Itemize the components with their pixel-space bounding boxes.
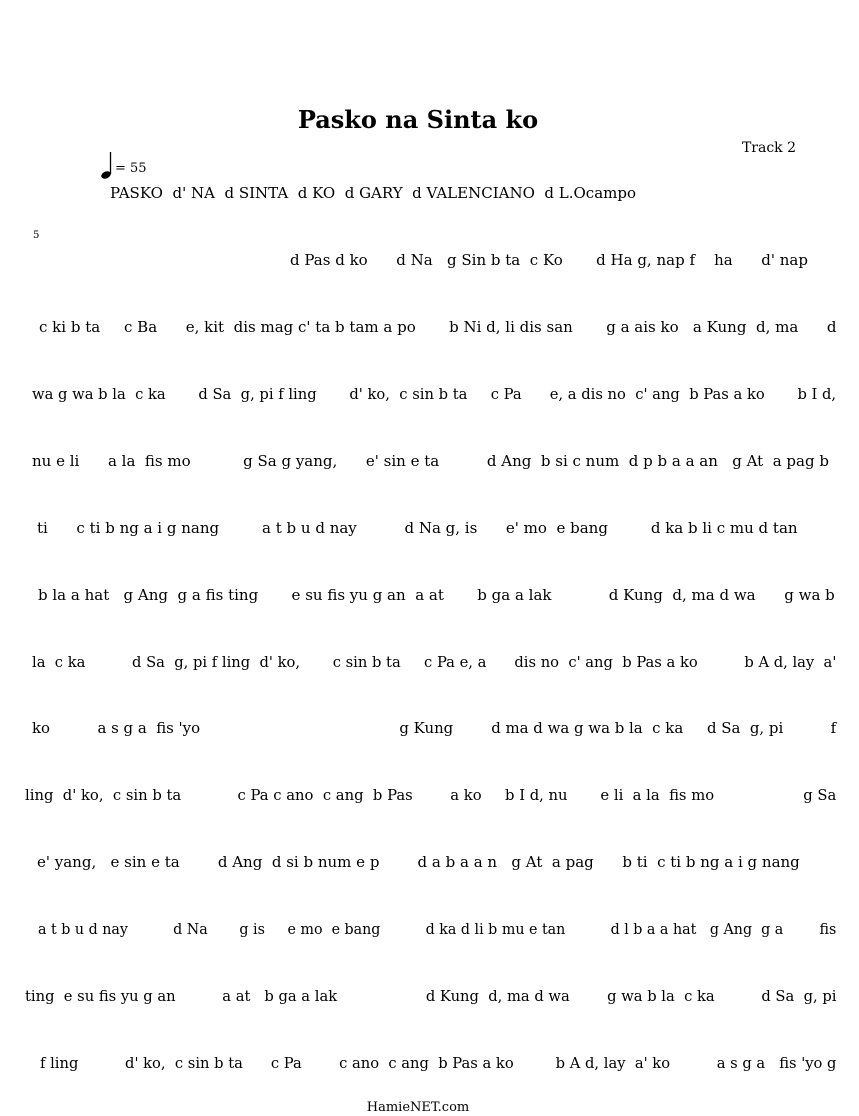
lyric-line: ling d' ko, c sin b ta c Pa c ano c ang b Pas a ko b I d, nu e li a la fis mo g Sa (25, 786, 837, 804)
song-subtitle: PASKO d' NA d SINTA d KO d GARY d VALENCIANO d L.Ocampo (110, 184, 637, 202)
lyric-line: d Pas d ko d Na g Sin b ta c Ko d Ha g, nap f ha d' nap (290, 251, 808, 269)
lyric-line: b la a hat g Ang g a fis ting e su fis yu g an a at b ga a lak d Kung d, ma d wa g wa b (38, 586, 835, 604)
lyric-line: ti c ti b ng a i g nang a t b u d nay d Na g, is e' mo e bang d ka b li c mu d tan (37, 519, 798, 537)
score-title: Pasko na Sinta ko (297, 105, 539, 134)
lyric-line: la c ka d Sa g, pi f ling d' ko, c sin b ta c Pa e, a dis no c' ang b Pas a ko b A d, lay a' (32, 653, 837, 671)
lyric-line: ting e su fis yu g an a at b ga a lak d Kung d, ma d wa g wa b la c ka d Sa g, pi (25, 987, 837, 1005)
lyric-line: wa g wa b la c ka d Sa g, pi f ling d' ko, c sin b ta c Pa e, a dis no c' ang b Pas a ko b I d, (32, 385, 837, 403)
lyric-line: c ki b ta c Ba e, kit dis mag c' ta b tam a po b Ni d, li dis san g a ais ko a Kung d, ma d (39, 318, 837, 336)
lyric-line: ko a s g a fis 'yo g Kung d ma d wa g wa b la c ka d Sa g, pi f (32, 719, 837, 737)
quarter-note-icon (100, 151, 112, 179)
tempo-marking (100, 151, 147, 179)
tempo-value: = 55 (115, 161, 147, 176)
lyric-line: a t b u d nay d Na g is e mo e bang d ka d li b mu e tan d l b a a hat g Ang g a fis (38, 920, 837, 938)
lyric-line: e' yang, e sin e ta d Ang d si b num e p d a b a a n g At a pag b ti c ti b ng a i g nang (37, 853, 800, 871)
lyric-line: f ling d' ko, c sin b ta c Pa c ano c ang b Pas a ko b A d, lay a' ko a s g a fis 'yo g (40, 1054, 837, 1072)
footer-site: HamieNET.com (366, 1100, 470, 1115)
track-label: Track 2 (741, 140, 796, 156)
measure-number: 5 (33, 230, 40, 241)
lyric-line: nu e li a la fis mo g Sa g yang, e' sin e ta d Ang b si c num d p b a a an g At a pag b (32, 452, 829, 470)
